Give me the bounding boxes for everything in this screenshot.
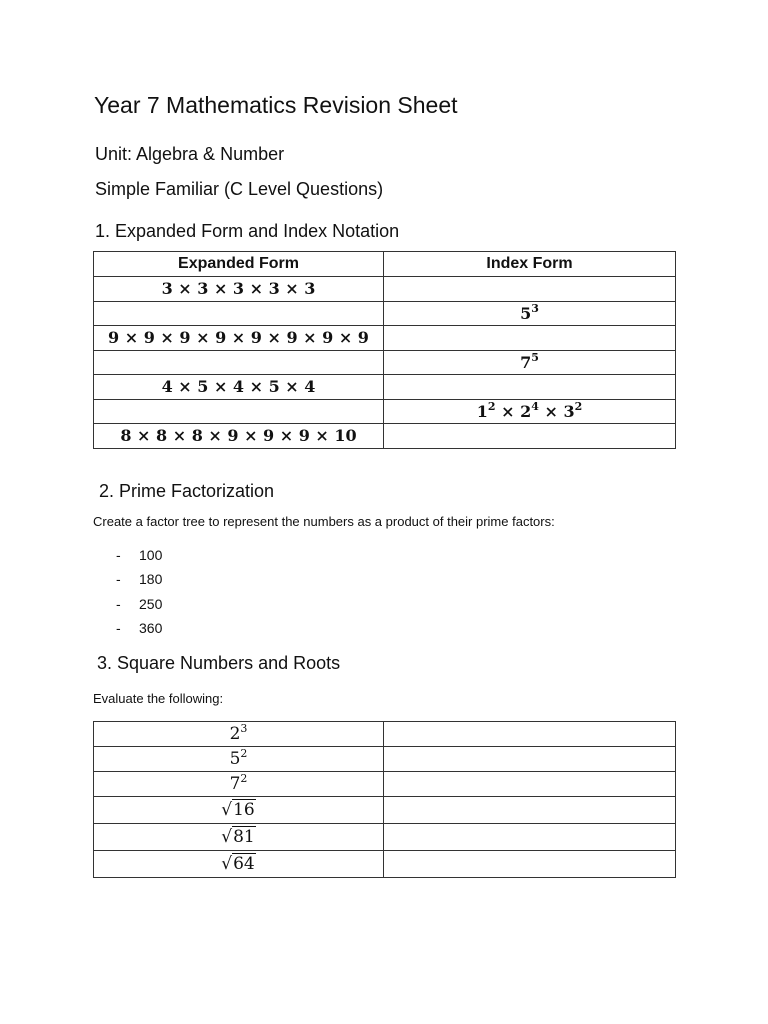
table-row	[94, 851, 676, 878]
section3-instruction: Evaluate the following:	[93, 691, 224, 706]
expanded-cell: 4 × 5 × 4 × 5 × 4	[94, 375, 384, 400]
index-cell: $1^2 \times 2^4 \times 3^2$	[384, 399, 676, 424]
answer-cell[interactable]	[384, 424, 676, 449]
answer-cell[interactable]	[94, 350, 384, 375]
expanded-cell: 8 × 8 × 8 × 9 × 9 × 9 × 10	[94, 424, 384, 449]
expanded-cell: 9 × 9 × 9 × 9 × 9 × 9 × 9 × 9	[94, 326, 384, 351]
section2-heading: 2. Prime Factorization	[99, 481, 275, 501]
answer-cell[interactable]	[94, 301, 384, 326]
table-row	[94, 424, 676, 449]
unit-heading: Unit: Algebra & Number	[95, 144, 285, 164]
section3-heading: 3. Square Numbers and Roots	[97, 653, 341, 673]
expanded-form-header: Expanded Form	[94, 252, 384, 277]
table-row	[94, 375, 676, 400]
answer-cell[interactable]	[384, 851, 676, 878]
answer-cell[interactable]	[94, 399, 384, 424]
level-heading: Simple Familiar (C Level Questions)	[95, 179, 384, 199]
power-cell: $7^2$	[94, 772, 384, 797]
table-row	[94, 722, 676, 747]
table-row	[94, 326, 676, 351]
answer-cell[interactable]	[384, 824, 676, 851]
table-row	[94, 797, 676, 824]
table-row	[94, 399, 676, 424]
power-cell: $5^2$	[94, 747, 384, 772]
table-row	[94, 824, 676, 851]
table-row	[94, 301, 676, 326]
page-title: Year 7 Mathematics Revision Sheet	[94, 92, 458, 118]
index-form-header: Index Form	[384, 252, 676, 277]
answer-cell[interactable]	[384, 797, 676, 824]
index-notation-table	[93, 251, 676, 449]
root-cell: √16	[94, 797, 384, 824]
table-row	[94, 277, 676, 302]
answer-cell[interactable]	[384, 375, 676, 400]
answer-cell[interactable]	[384, 772, 676, 797]
index-cell: $7^5$	[384, 350, 676, 375]
answer-cell[interactable]	[384, 277, 676, 302]
root-cell: √81	[94, 824, 384, 851]
answer-cell[interactable]	[384, 722, 676, 747]
answer-cell[interactable]	[384, 326, 676, 351]
root-cell: √64	[94, 851, 384, 878]
table-row	[94, 747, 676, 772]
table-row	[94, 350, 676, 375]
power-cell: $2^3$	[94, 722, 384, 747]
answer-cell[interactable]	[384, 747, 676, 772]
index-cell: $5^3$	[384, 301, 676, 326]
worksheet-page: Year 7 Mathematics Revision Sheet Unit: Algebra & Number Simple Familiar (C Level Questions) 1. Expanded Form and Index Notation Expanded Form Index Form 3 × 3 × 3 × 3 × 3 $5^3$ 9 × 9 × 9 × 9 × 9 × 9 × 9 × 9 $7^5$ 4 × 5 × 4 × 5 × 4 $1^2 \times 2^4 \times 3^2$ 8 × 8 × 8 × 9 × 9 × 9 × 10 2. Prime Factorization Create a factor tree to represent the numbers as a product of their prime factors: - 100 - 180 - 250 - 360 3. Square Numbers and Roots Evaluate the following: $2^3$ $5^2$ $7^2$ √16 √81 √64	[0, 0, 768, 1024]
evaluate-table	[93, 721, 676, 878]
table-row	[94, 772, 676, 797]
expanded-cell: 3 × 3 × 3 × 3 × 3	[94, 277, 384, 302]
section2-instruction: Create a factor tree to represent the numbers as a product of their prime factors:	[93, 514, 555, 529]
table-header-row	[94, 252, 676, 277]
section1-heading: 1. Expanded Form and Index Notation	[95, 221, 400, 241]
